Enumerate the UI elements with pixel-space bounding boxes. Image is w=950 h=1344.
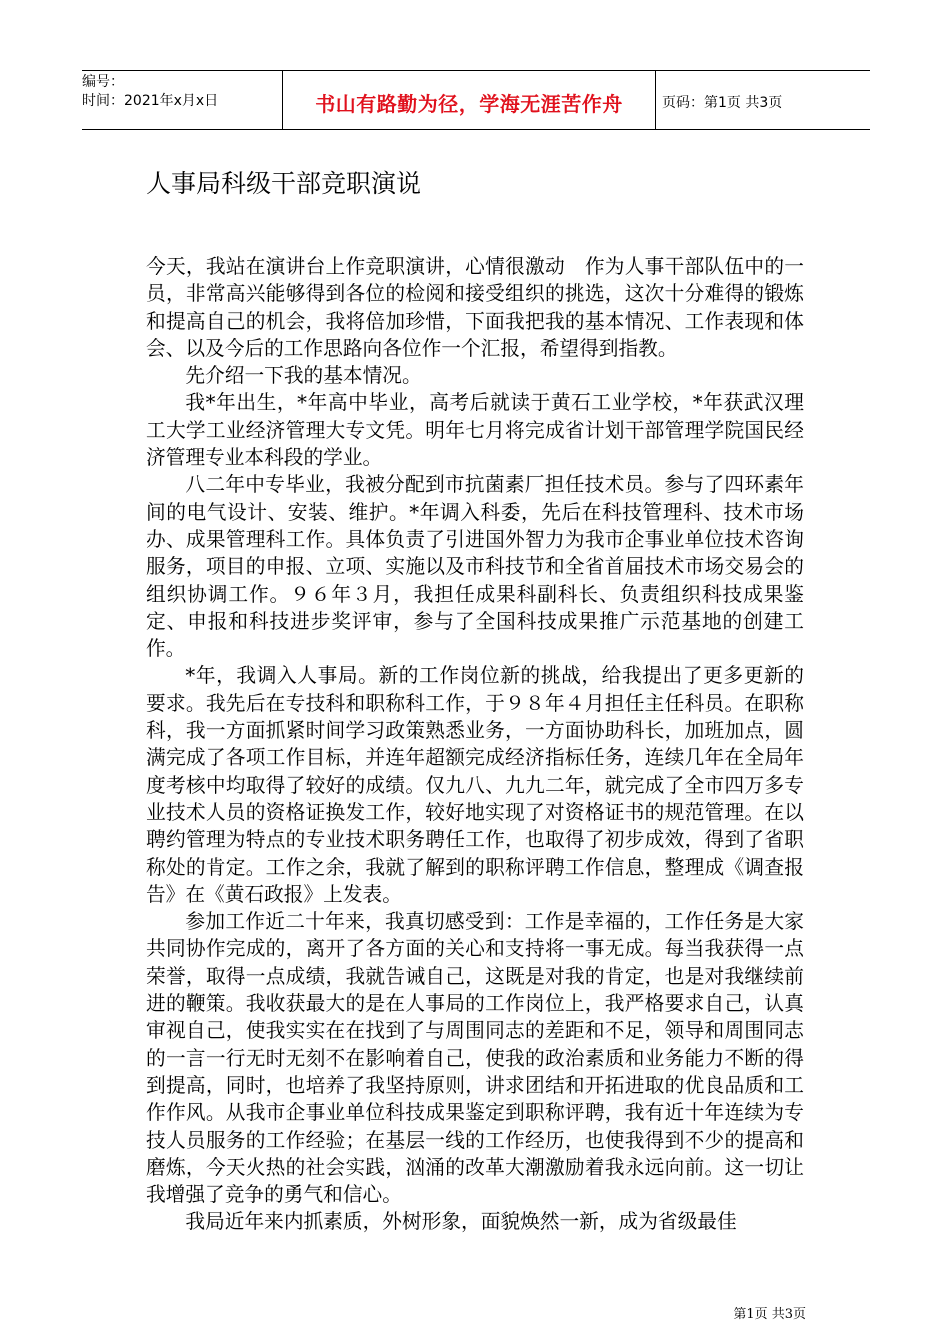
paragraph: 参加工作近二十年来，我真切感受到：工作是幸福的，工作任务是大家共同协作完成的，离开了各方面的关心和支持将一事无成。每当我获得一点荣誉，取得一点成绩，我就告诫自己，这既是对我的肯定，也是对我继续前进的鞭策。我收获最大的是在人事局的工作岗位上，我严格要求自己，认真审视自己，使我实实在在找到了与周围同志的差距和不足，领导和周围同志的一言一行无时无刻不在影响着自己，使我的政治素质和业务能力不断的得到提高，同时，也培养了我坚持原则，讲求团结和开拓进取的优良品质和工作作风。从我市企事业单位科技成果鉴定到职称评聘，我有近十年连续为专技人员服务的工作经验；在基层一线的工作经历，也使我得到不少的提高和磨炼，今天火热的社会实践，汹涌的改革大潮激励着我永远向前。这一切让我增强了竞争的勇气和信心。 <box>146 910 804 1207</box>
page-code: 页码：第1页 共3页 <box>662 95 783 111</box>
document-body <box>146 253 804 1236</box>
paragraph: 我局近年来内抓素质，外树形象，面貌焕然一新，成为省级最佳 <box>185 1210 737 1234</box>
header-motto-cell <box>282 71 656 129</box>
footer-page-label: 第1页 共3页 <box>733 1307 806 1322</box>
document-title: 人事局科级干部竞职演说 <box>146 169 422 198</box>
paragraph: 我*年出生，*年高中毕业，高考后就读于黄石工业学校，*年获武汉理工大学工业经济管理大专文凭。明年七月将完成省计划干部管理学院国民经济管理专业本科段的学业。 <box>146 391 804 470</box>
header-page-code-cell <box>662 71 870 129</box>
paragraph: 今天，我站在演讲台上作竞职演讲，心情很激动 作为人事干部队伍中的一员，非常高兴能够得到各位的检阅和接受组织的挑选，这次十分难得的锻炼和提高自己的机会，我将倍加珍惜，下面我把我的基本情况、工作表现和体会、以及今后的工作思路向各位作一个汇报，希望得到指教。 <box>146 255 804 360</box>
paragraph: 先介绍一下我的基本情况。 <box>185 364 422 388</box>
header-motto: 书山有路勤为径，学海无涯苦作舟 <box>315 91 623 116</box>
page-footer <box>733 1303 806 1322</box>
paragraph: *年，我调入人事局。新的工作岗位新的挑战，给我提出了更多更新的要求。我先后在专技科和职称科工作，于９８年４月担任主任科员。在职称科，我一方面抓紧时间学习政策熟悉业务，一方面协助科长，加班加点，圆满完成了各项工作目标，并连年超额完成经济指标任务，连续几年在全局年度考核中均取得了较好的成绩。仅九八、九九二年，就完成了全市四万多专业技术人员的资格证换发工作，较好地实现了对资格证书的规范管理。在以聘约管理为特点的专业技术职务聘任工作，也取得了初步成效，得到了省职称处的肯定。工作之余，我就了解到的职称评聘工作信息，整理成《调查报告》在《黄石政报》上发表。 <box>146 664 804 906</box>
number-label: 编号： <box>82 74 124 90</box>
header-left-cell <box>82 71 282 129</box>
page-header <box>82 70 870 130</box>
time-label: 时间：2021年x月x日 <box>82 93 219 109</box>
paragraph: 八二年中专毕业，我被分配到市抗菌素厂担任技术员。参与了四环素年间的电气设计、安装、维护。*年调入科委，先后在科技管理科、技术市场办、成果管理科工作。具体负责了引进国外智力为我市企事业单位技术咨询服务，项目的申报、立项、实施以及市科技节和全省首届技术市场交易会的组织协调工作。９６年３月，我担任成果科副科长、负责组织科技成果鉴定、申报和科技进步奖评审，参与了全国科技成果推广示范基地的创建工作。 <box>146 473 804 661</box>
